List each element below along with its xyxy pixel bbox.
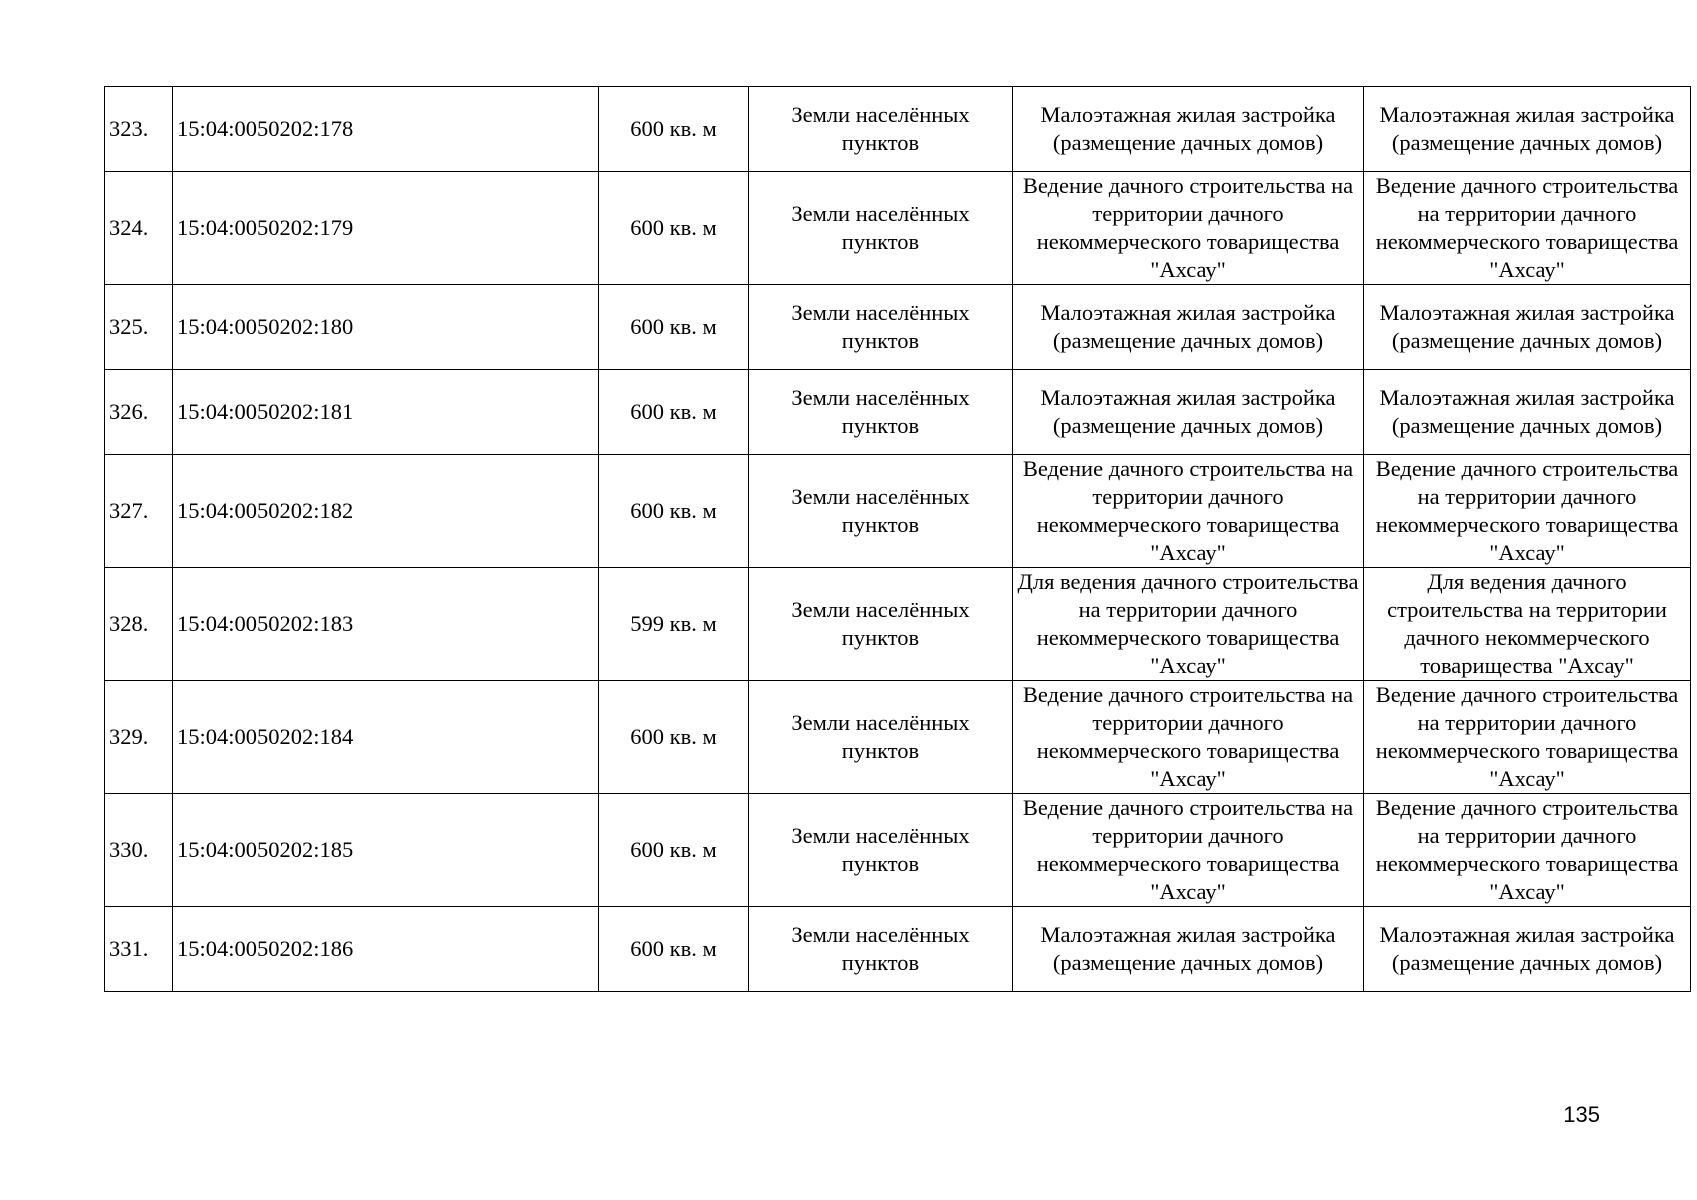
table-row	[105, 172, 1691, 285]
cadastral-number: 15:04:0050202:183	[173, 568, 599, 681]
cadastral-number: 15:04:0050202:178	[173, 87, 599, 172]
page-number: 135	[1563, 1102, 1600, 1127]
cadastral-number: 15:04:0050202:184	[173, 681, 599, 794]
documented-use: Ведение дачного строительства на территории дачного некоммерческого товарищества "Ахсау"	[1364, 172, 1691, 285]
plot-area: 600 кв. м	[599, 681, 749, 794]
cadastral-number: 15:04:0050202:186	[173, 907, 599, 992]
land-category: Земли населённых пунктов	[749, 681, 1013, 794]
documented-use: Ведение дачного строительства на территории дачного некоммерческого товарищества "Ахсау"	[1364, 794, 1691, 907]
table-row	[105, 568, 1691, 681]
row-number: 326.	[105, 370, 173, 455]
land-category: Земли населённых пунктов	[749, 172, 1013, 285]
permitted-use: Ведение дачного строительства на территории дачного некоммерческого товарищества "Ахсау"	[1013, 794, 1364, 907]
permitted-use: Ведение дачного строительства на территории дачного некоммерческого товарищества "Ахсау"	[1013, 681, 1364, 794]
documented-use: Малоэтажная жилая застройка (размещение дачных домов)	[1364, 370, 1691, 455]
row-number: 329.	[105, 681, 173, 794]
permitted-use: Малоэтажная жилая застройка (размещение дачных домов)	[1013, 87, 1364, 172]
permitted-use: Для ведения дачного строительства на территории дачного некоммерческого товарищества "Ахсау"	[1013, 568, 1364, 681]
row-number: 328.	[105, 568, 173, 681]
row-number: 327.	[105, 455, 173, 568]
documented-use: Для ведения дачного строительства на территории дачного некоммерческого товарищества "Ахсау"	[1364, 568, 1691, 681]
row-number: 330.	[105, 794, 173, 907]
table-row	[105, 907, 1691, 992]
plot-area: 600 кв. м	[599, 172, 749, 285]
plot-area: 600 кв. м	[599, 455, 749, 568]
plot-area: 600 кв. м	[599, 87, 749, 172]
permitted-use: Ведение дачного строительства на территории дачного некоммерческого товарищества "Ахсау"	[1013, 455, 1364, 568]
permitted-use: Малоэтажная жилая застройка (размещение дачных домов)	[1013, 370, 1364, 455]
land-category: Земли населённых пунктов	[749, 455, 1013, 568]
row-number: 324.	[105, 172, 173, 285]
plot-area: 600 кв. м	[599, 285, 749, 370]
land-plot-table	[104, 86, 1691, 992]
table-row	[105, 681, 1691, 794]
land-category: Земли населённых пунктов	[749, 794, 1013, 907]
cadastral-number: 15:04:0050202:180	[173, 285, 599, 370]
cadastral-number: 15:04:0050202:181	[173, 370, 599, 455]
land-category: Земли населённых пунктов	[749, 87, 1013, 172]
permitted-use: Ведение дачного строительства на территории дачного некоммерческого товарищества "Ахсау"	[1013, 172, 1364, 285]
table-row	[105, 370, 1691, 455]
cadastral-number: 15:04:0050202:182	[173, 455, 599, 568]
cadastral-number: 15:04:0050202:185	[173, 794, 599, 907]
land-category: Земли населённых пунктов	[749, 907, 1013, 992]
land-category: Земли населённых пунктов	[749, 568, 1013, 681]
plot-area: 600 кв. м	[599, 370, 749, 455]
table-row	[105, 455, 1691, 568]
cadastral-number: 15:04:0050202:179	[173, 172, 599, 285]
table-row	[105, 794, 1691, 907]
table-row	[105, 87, 1691, 172]
plot-area: 600 кв. м	[599, 794, 749, 907]
documented-use: Малоэтажная жилая застройка (размещение дачных домов)	[1364, 285, 1691, 370]
land-category: Земли населённых пунктов	[749, 370, 1013, 455]
documented-use: Ведение дачного строительства на территории дачного некоммерческого товарищества "Ахсау"	[1364, 681, 1691, 794]
documented-use: Ведение дачного строительства на территории дачного некоммерческого товарищества "Ахсау"	[1364, 455, 1691, 568]
row-number: 325.	[105, 285, 173, 370]
plot-area: 599 кв. м	[599, 568, 749, 681]
table-row	[105, 285, 1691, 370]
plot-area: 600 кв. м	[599, 907, 749, 992]
documented-use: Малоэтажная жилая застройка (размещение дачных домов)	[1364, 87, 1691, 172]
permitted-use: Малоэтажная жилая застройка (размещение дачных домов)	[1013, 907, 1364, 992]
row-number: 331.	[105, 907, 173, 992]
land-category: Земли населённых пунктов	[749, 285, 1013, 370]
permitted-use: Малоэтажная жилая застройка (размещение дачных домов)	[1013, 285, 1364, 370]
row-number: 323.	[105, 87, 173, 172]
documented-use: Малоэтажная жилая застройка (размещение дачных домов)	[1364, 907, 1691, 992]
